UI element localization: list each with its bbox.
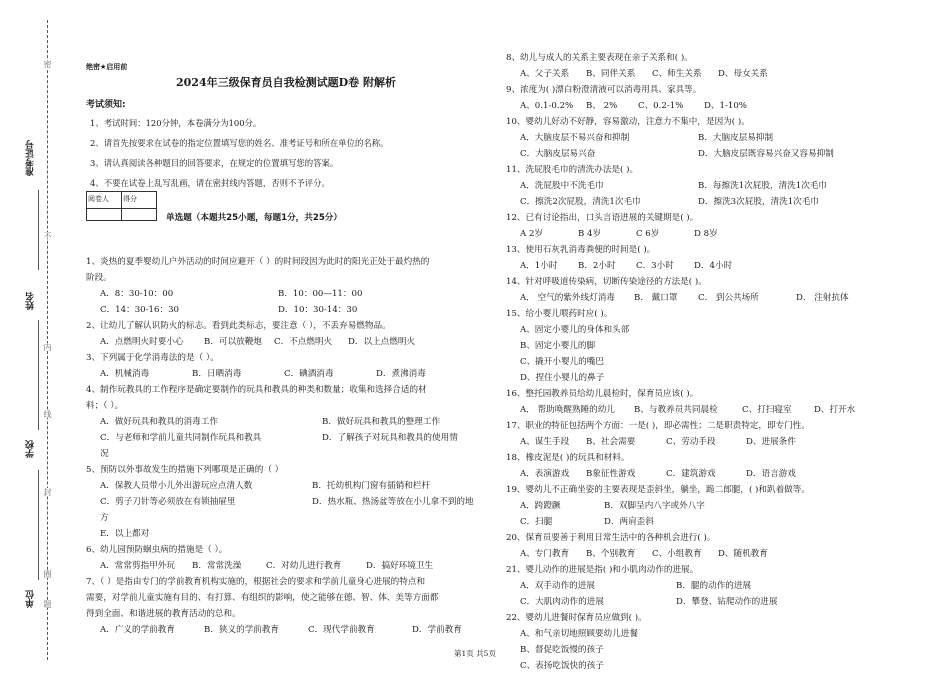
answer-option[interactable]: D．两肩歪斜 [604,517,654,527]
question-line: 21、婴儿动作的进展是指( )和小肌肉动作的进展。 [506,565,699,575]
option-row [86,559,482,575]
notice-item: 3、请认真阅读各种题目的回答要求，在规定的位置填写您的答案。 [90,158,339,168]
answer-option[interactable]: C．扫腿 [520,517,553,527]
answer-option[interactable]: D．擦洗3次屁股，清洗1次毛巾 [698,197,819,207]
question-text [86,575,482,591]
question-line: 料；（ ）。 [86,401,124,411]
question-text [506,563,936,579]
question-text [86,271,482,287]
answer-option[interactable]: C．现代学前教育 [308,625,375,635]
answer-option[interactable]: A．洗屁股中不洗毛巾 [520,181,604,191]
name-label: 姓名 [26,292,36,310]
seal-mark: 不 [43,232,52,240]
answer-option[interactable]: A 2岁 [520,229,543,239]
answer-option[interactable]: B．10：00—11：00 [278,289,363,299]
question-line: 15、给小婴儿喂药时应( )。 [506,309,613,319]
answer-option[interactable]: 况 [100,449,109,459]
answer-option[interactable]: C．不点燃明火 [274,337,333,347]
notice-title: 考试须知: [86,100,126,110]
option-line [506,339,936,355]
option-row [86,415,482,431]
seal-mark: 密 [43,60,52,68]
question-line: 16、整托园教养员给幼儿晨检时，保育员应该( )。 [506,389,699,399]
seal-mark: 内 [43,343,52,351]
option-line [506,371,936,387]
answer-option[interactable]: C． 到公共场所 [698,293,759,303]
option-row [506,67,936,83]
answer-option[interactable]: B．常常洗澡 [192,561,242,571]
option-row [506,515,936,531]
answer-option[interactable]: C 6岁 [636,229,660,239]
answer-option[interactable]: C、0.2-1% [638,101,684,111]
option-row [86,287,482,303]
option-row [506,595,936,611]
question-line: 8、幼儿与成人的关系主要表现在亲子关系和( )。 [506,53,693,63]
answer-option[interactable]: B．可以放鞭炮 [204,337,262,347]
answer-option[interactable]: B．大脑皮层易抑制 [698,133,774,143]
question-line: 17、职业的特征包括两个方面：一是( )，即必需性；二是职责特定，即专门性。 [506,421,810,431]
answer-option[interactable]: A、0.1-0.2% [520,101,574,111]
question-text [86,319,482,335]
answer-option[interactable]: A、和气亲切地照顾要幼儿进餐 [520,629,638,639]
question-text [86,543,482,559]
answer-option[interactable]: D．10：30-14：30 [278,305,358,315]
answer-option[interactable]: B、与教养员共同晨检 [634,405,718,415]
question-text [86,463,482,479]
option-row [506,227,936,243]
name-field[interactable] [38,320,40,430]
answer-option[interactable]: C、撬开小婴儿的嘴巴 [520,357,604,367]
option-row [86,623,482,639]
option-row [506,291,936,307]
answer-option[interactable]: D．大脑皮层既容易兴奋又容易抑制 [698,149,834,159]
seal-mark: 封 [43,488,52,496]
seal-mark: 线 [43,410,52,418]
notice-item: 4、不要在试卷上乱写乱画，请在密封线内答题，否则不予评分。 [90,178,330,188]
question-text [86,607,482,623]
question-line: 7、（ ）是指由专门的学前教育机构实施的，根据社会的要求和学前儿童身心进展的特点和 [86,577,426,587]
question-text [506,483,936,499]
answer-option[interactable]: D、随机教育 [718,549,768,559]
answer-option[interactable]: C、打扫寝室 [742,405,792,415]
question-text [86,399,482,415]
answer-option[interactable]: D． 注射抗体 [796,293,849,303]
grader-cell[interactable] [87,208,122,220]
question-text [86,591,482,607]
answer-option[interactable]: B． 戴口罩 [634,293,678,303]
option-line [506,627,936,643]
answer-option[interactable]: D．语言游戏 [746,469,796,479]
option-row [506,131,936,147]
question-text [506,243,936,259]
unit-label: 单位 [26,590,36,608]
option-row [86,303,482,319]
answer-option[interactable]: D、母女关系 [718,69,768,79]
question-text [506,611,936,627]
answer-option[interactable]: C．与老师和学前儿童共同制作玩具和教具 [100,433,262,443]
option-row [506,195,936,211]
question-text [506,51,936,67]
option-line [506,355,936,371]
answer-option[interactable]: B、 2% [586,101,618,111]
answer-option[interactable]: A、固定小婴儿的身体和头部 [520,325,630,335]
answer-option[interactable]: A． 空气的紫外线灯消毒 [520,293,615,303]
question-line: 阶段。 [86,273,112,283]
option-row [86,367,482,383]
answer-option[interactable]: B、社会需要 [586,437,636,447]
question-line: 11、洗屁股毛巾的清洗办法是( )。 [506,165,639,175]
question-line: 19、婴幼儿不正确坐姿的主要表现是歪斜坐，躺坐，跪二郎腿，( )和趴着做等。 [506,485,810,495]
answer-option[interactable]: D、进展条件 [746,437,796,447]
answer-option[interactable]: D、捏住小婴儿的鼻子 [520,373,605,383]
answer-option[interactable]: A．1小时 [520,261,558,271]
question-line: 需要，对学前儿童实施有目的、有打算、有组织的影响，使之能够在德、智、体、美等方面都 [86,593,439,603]
answer-option[interactable]: B．做好玩具和教具的整理工作 [322,417,441,427]
question-text [506,307,936,323]
answer-option[interactable]: B、督促吃饭慢的孩子 [520,645,604,655]
question-line: 2、让幼儿了解认识防火的标志。看到此类标志，要注意（ ），不丢弃易燃物品。 [86,321,391,331]
answer-option[interactable]: B．托幼机构门窗有插销和栏杆 [312,481,431,491]
question-text [506,115,936,131]
answer-option[interactable]: A．机械消毒 [100,369,150,379]
answer-option[interactable]: B、固定小婴儿的脚 [520,341,596,351]
seal-line [47,20,48,660]
score-cell[interactable] [122,208,157,220]
answer-option[interactable]: D、1-10% [704,101,747,111]
option-row [506,499,936,515]
question-text [506,163,936,179]
question-text [506,451,936,467]
question-line: 6、幼儿园预防蛔虫病的措施是（ ）。 [86,545,228,555]
answer-option[interactable]: A．保教人员带小儿外出游玩应点清人数 [100,481,253,491]
exam-number-label: 准考证号 [26,140,36,176]
question-line: 12、已有讨论指出，口头言语进展的关键期是( )。 [506,213,699,223]
question-line: 18、橡皮泥是( )的玩具和材料。 [506,453,630,463]
question-text [86,255,482,271]
option-row [506,579,936,595]
answer-option[interactable]: C、表扬吃饭快的孩子 [520,661,604,671]
question-line: 5、预防以外事故发生的措施下列哪项是正确的（ ） [86,465,284,475]
school-field[interactable] [38,470,40,580]
option-row [86,335,482,351]
seal-margin [0,0,68,671]
answer-option[interactable]: B．日晒消毒 [192,369,242,379]
answer-option[interactable]: D．热水瓶、热汤盆等放在小儿拿不到的地 [312,497,474,507]
answer-option[interactable]: A．8：30-10：00 [100,289,174,299]
question-line: 13、使用石灰乳消毒粪便的时间是( )。 [506,245,656,255]
option-row [506,403,936,419]
question-text [506,531,936,547]
question-line: 3、下列属于化学消毒法的是（ ）。 [86,353,219,363]
question-line: 9、浓度为( )漂白粉澄清液可以消毒用具、家具等。 [506,85,702,95]
option-line [86,527,482,543]
page-title: 2024年三级保育员自我检测试题D卷 附解析 [176,76,396,89]
question-line: 20、保育员要善于利用日常生活中的各种机会进行( )。 [506,533,716,543]
answer-option[interactable]: B．双脚呈内八字或外八字 [604,501,705,511]
answer-option[interactable]: B．2小时 [578,261,616,271]
option-row [506,259,936,275]
question-line: 得到全面、和谐进展的教育活动的总和。 [86,609,241,619]
answer-option[interactable]: C．建筑游戏 [666,469,716,479]
option-line [86,447,482,463]
option-line [86,511,482,527]
notice-item: 2、请首先按要求在试卷的指定位置填写您的姓名、准考证号和所在单位的名称。 [90,138,389,148]
answer-option[interactable]: D．学前教育 [412,625,462,635]
option-row [506,547,936,563]
question-text [506,83,936,99]
option-line [506,659,936,675]
score-table [86,191,157,221]
answer-option[interactable]: C、小组教育 [652,549,702,559]
answer-option[interactable]: A．跨蹬蹶 [520,501,561,511]
answer-option[interactable]: D．了解孩子对玩具和教具的使用情 [322,433,458,443]
notice-item: 1、考试时间：120分钟，本卷满分为100分。 [90,118,262,128]
question-line: 4、制作玩教具的工作程序是确定要制作的玩具和教具的种类和数量；收集和选择合适的材 [86,385,427,395]
answer-option[interactable]: B．每擦洗1次屁股，清洗1次毛巾 [698,181,827,191]
answer-option[interactable]: A．做好玩具和教具的消毒工作 [100,417,218,427]
answer-option[interactable]: C．大肌肉动作的进展 [520,597,604,607]
answer-option[interactable]: B．腿的动作的进展 [676,581,752,591]
option-row [86,495,482,511]
answer-option[interactable]: D．4小时 [694,261,733,271]
option-row [506,179,936,195]
answer-option[interactable]: C．剪子刀针等必须放在有锁抽屉里 [100,497,236,507]
question-line: 10、婴幼儿好动不好静，容易激动，注意力不集中，是因为( )。 [506,117,750,127]
option-row [506,435,936,451]
answer-option[interactable]: D、打开水 [814,405,856,415]
question-line: 14、针对呼吸道传染病，切断传染途径的方法是( )。 [506,277,707,287]
option-row [506,467,936,483]
question-line: 1、炎热的夏季婴幼儿户外活动的时间应避开（ ）的时间段因为此时的阳光正处于最灼热的 [86,257,430,267]
answer-option[interactable]: B．狭义的学前教育 [204,625,280,635]
answer-option[interactable]: A．双手动作的进展 [520,581,595,591]
answer-option[interactable]: D 8岁 [694,229,718,239]
answer-option[interactable]: C．大脑皮层易兴奋 [520,149,596,159]
question-text [506,419,936,435]
answer-option[interactable]: C．14：30-16：30 [100,305,180,315]
seal-mark: 题 [43,600,52,608]
school-label: 学校 [26,440,36,458]
option-line [506,323,936,339]
question-text [506,275,936,291]
answer-option[interactable]: A．表演游戏 [520,469,570,479]
answer-option[interactable]: D．攀登、钻爬动作的进展 [676,597,778,607]
question-text [506,387,936,403]
answer-option[interactable]: B、同伴关系 [586,69,636,79]
answer-option[interactable]: C．3小时 [636,261,674,271]
answer-option[interactable]: D．煮沸消毒 [376,369,426,379]
answer-option[interactable]: A．大脑皮层不易兴奋和抑制 [520,133,630,143]
answer-option[interactable]: A、专门教育 [520,549,570,559]
score-header: 得分 [122,192,157,209]
section-heading: 单选题（本题共25小题，每题1分，共25分） [166,213,342,223]
answer-option[interactable]: D．以上点燃明火 [348,337,416,347]
answer-option[interactable]: B象征性游戏 [586,469,636,479]
secret-label: 绝密★启用前 [86,63,128,71]
option-row [86,479,482,495]
grader-header: 阅卷人 [87,192,122,209]
option-row [506,147,936,163]
answer-option[interactable]: D．搞好环境卫生 [366,561,434,571]
answer-option[interactable]: B 4岁 [578,229,602,239]
answer-option[interactable]: 方 [100,513,109,523]
page-footer: 第1页 共5页 [454,649,496,658]
answer-option[interactable]: C、劳动手段 [666,437,716,447]
answer-option[interactable]: A． 帮助唤醒熟睡的幼儿 [520,405,615,415]
answer-option[interactable]: C．擦洗2次屁股，清洗1次毛巾 [520,197,641,207]
answer-option[interactable]: B、个别教育 [586,549,636,559]
question-text [86,383,482,399]
answer-option[interactable]: E．以上都对 [100,529,150,539]
question-text [86,351,482,367]
exam-number-field[interactable] [38,190,40,270]
option-row [86,431,482,447]
answer-option[interactable]: A、谋生手段 [520,437,570,447]
answer-option[interactable]: A．常常剪指甲外玩 [100,561,175,571]
question-text [506,211,936,227]
answer-option[interactable]: A．广义的学前教育 [100,625,175,635]
answer-option[interactable]: A、父子关系 [520,69,570,79]
answer-option[interactable]: A．点燃明火时要小心 [100,337,184,347]
answer-option[interactable]: C．对幼儿进行教育 [266,561,342,571]
seal-mark: 圈 [43,570,52,578]
option-row [506,99,936,115]
answer-option[interactable]: C、师生关系 [652,69,702,79]
question-line: 22、婴幼儿进餐时保育员应做到( )。 [506,613,647,623]
answer-option[interactable]: C．碘酒消毒 [284,369,334,379]
